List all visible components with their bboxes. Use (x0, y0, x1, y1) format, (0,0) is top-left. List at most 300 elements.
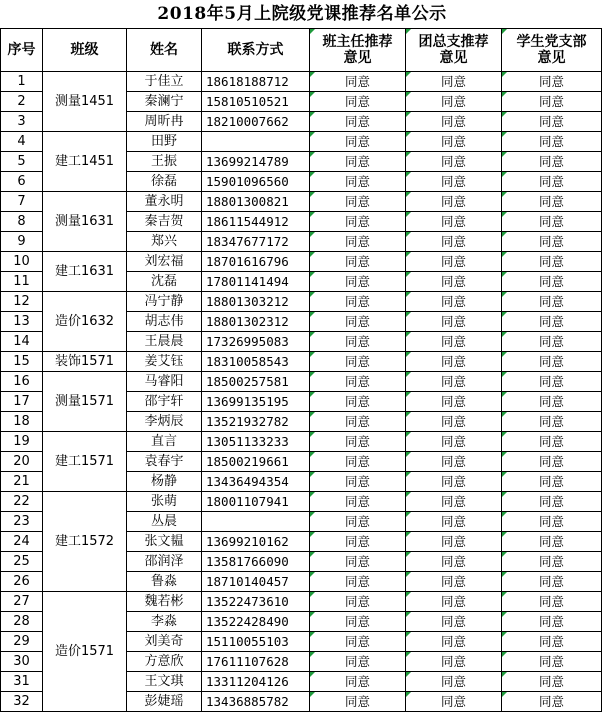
cell-branch-opinion[interactable] (406, 112, 502, 132)
cell-teacher-opinion[interactable] (310, 512, 406, 532)
cell-name[interactable]: 刘美奇 (127, 632, 202, 652)
comment-marker-icon (406, 452, 411, 457)
cell-index[interactable]: 10 (1, 252, 43, 272)
opinion-value: 同意 (344, 614, 370, 629)
cell-teacher-opinion[interactable] (310, 232, 406, 252)
comment-marker-icon (406, 252, 411, 257)
cell-branch-opinion[interactable] (406, 652, 502, 672)
comment-marker-icon (406, 332, 411, 337)
cell-teacher-opinion[interactable] (310, 352, 406, 372)
header-branch-opinion[interactable] (406, 29, 502, 72)
cell-party-opinion[interactable] (502, 192, 602, 212)
cell-teacher-opinion[interactable] (310, 392, 406, 412)
header-name[interactable]: 姓名 (127, 29, 202, 72)
comment-marker-icon (310, 72, 315, 77)
cell-index[interactable]: 26 (1, 572, 43, 592)
cell-phone[interactable] (202, 512, 310, 532)
comment-marker-icon (502, 352, 507, 357)
cell-branch-opinion[interactable] (406, 412, 502, 432)
opinion-value: 同意 (344, 194, 370, 209)
cell-branch-opinion[interactable] (406, 132, 502, 152)
cell-branch-opinion[interactable] (406, 332, 502, 352)
comment-marker-icon (502, 212, 507, 217)
cell-name[interactable]: 李炳辰 (127, 412, 202, 432)
cell-party-opinion[interactable] (502, 92, 602, 112)
opinion-value: 同意 (538, 374, 564, 389)
cell-index[interactable]: 14 (1, 332, 43, 352)
cell-party-opinion[interactable] (502, 612, 602, 632)
cell-phone[interactable]: 13521932782 (202, 412, 310, 432)
cell-index[interactable]: 11 (1, 272, 43, 292)
cell-teacher-opinion[interactable] (310, 112, 406, 132)
cell-branch-opinion[interactable] (406, 492, 502, 512)
cell-party-opinion[interactable] (502, 352, 602, 372)
cell-teacher-opinion[interactable] (310, 412, 406, 432)
cell-name[interactable]: 马睿阳 (127, 372, 202, 392)
cell-index[interactable]: 9 (1, 232, 43, 252)
cell-index[interactable]: 17 (1, 392, 43, 412)
cell-index[interactable]: 18 (1, 412, 43, 432)
cell-index[interactable]: 29 (1, 632, 43, 652)
table-row (1, 292, 602, 312)
cell-branch-opinion[interactable] (406, 392, 502, 412)
opinion-value: 同意 (538, 314, 564, 329)
cell-index[interactable]: 31 (1, 672, 43, 692)
opinion-value: 同意 (344, 314, 370, 329)
comment-marker-icon (502, 652, 507, 657)
opinion-value: 同意 (440, 454, 466, 469)
cell-phone[interactable]: 15901096560 (202, 172, 310, 192)
cell-teacher-opinion[interactable] (310, 152, 406, 172)
opinion-value: 同意 (440, 534, 466, 549)
comment-marker-icon (502, 292, 507, 297)
comment-marker-icon (310, 552, 315, 557)
cell-teacher-opinion[interactable] (310, 692, 406, 712)
cell-name[interactable]: 徐磊 (127, 172, 202, 192)
nominee-table (0, 28, 602, 712)
cell-teacher-opinion[interactable] (310, 472, 406, 492)
cell-index[interactable]: 30 (1, 652, 43, 672)
cell-phone[interactable]: 13522473610 (202, 592, 310, 612)
header-class[interactable]: 班级 (43, 29, 127, 72)
cell-phone[interactable]: 18310058543 (202, 352, 310, 372)
cell-party-opinion[interactable] (502, 112, 602, 132)
cell-teacher-opinion[interactable] (310, 252, 406, 272)
comment-marker-icon (310, 652, 315, 657)
cell-phone[interactable]: 13522428490 (202, 612, 310, 632)
opinion-value: 同意 (440, 654, 466, 669)
comment-marker-icon (310, 432, 315, 437)
comment-marker-icon (502, 512, 507, 517)
opinion-value: 同意 (344, 434, 370, 449)
cell-name[interactable]: 彭婕瑶 (127, 692, 202, 712)
cell-name[interactable]: 魏若彬 (127, 592, 202, 612)
cell-phone[interactable]: 17611107628 (202, 652, 310, 672)
cell-teacher-opinion[interactable] (310, 492, 406, 512)
cell-phone[interactable]: 13699214789 (202, 152, 310, 172)
opinion-value: 同意 (344, 234, 370, 249)
cell-teacher-opinion[interactable] (310, 612, 406, 632)
cell-index[interactable]: 23 (1, 512, 43, 532)
cell-index[interactable]: 27 (1, 592, 43, 612)
cell-party-opinion[interactable] (502, 152, 602, 172)
cell-teacher-opinion[interactable] (310, 452, 406, 472)
cell-name[interactable]: 邵润泽 (127, 552, 202, 572)
cell-party-opinion[interactable] (502, 212, 602, 232)
cell-party-opinion[interactable] (502, 272, 602, 292)
cell-index[interactable]: 32 (1, 692, 43, 712)
cell-teacher-opinion[interactable] (310, 552, 406, 572)
comment-marker-icon (406, 172, 411, 177)
cell-branch-opinion[interactable] (406, 72, 502, 92)
opinion-value: 同意 (440, 314, 466, 329)
cell-branch-opinion[interactable] (406, 192, 502, 212)
opinion-value: 同意 (538, 234, 564, 249)
header-party-opinion-line1: 学生党支部 (516, 34, 587, 50)
comment-marker-icon (502, 592, 507, 597)
cell-phone[interactable]: 18801303212 (202, 292, 310, 312)
comment-marker-icon (502, 552, 507, 557)
opinion-value: 同意 (344, 654, 370, 669)
cell-phone[interactable]: 13051133233 (202, 432, 310, 452)
comment-marker-icon (502, 172, 507, 177)
cell-phone[interactable]: 18618188712 (202, 72, 310, 92)
cell-party-opinion[interactable] (502, 492, 602, 512)
comment-marker-icon (310, 172, 315, 177)
cell-party-opinion[interactable] (502, 372, 602, 392)
cell-phone[interactable]: 13699135195 (202, 392, 310, 412)
cell-index[interactable]: 28 (1, 612, 43, 632)
cell-phone[interactable]: 18001107941 (202, 492, 310, 512)
opinion-value: 同意 (344, 414, 370, 429)
cell-name[interactable]: 鲁淼 (127, 572, 202, 592)
cell-branch-opinion[interactable] (406, 512, 502, 532)
header-teacher-opinion-line1: 班主任推荐 (322, 34, 393, 50)
cell-name[interactable]: 方意欣 (127, 652, 202, 672)
header-party-opinion[interactable] (502, 29, 602, 72)
cell-party-opinion[interactable] (502, 312, 602, 332)
cell-phone[interactable]: 13311204126 (202, 672, 310, 692)
cell-branch-opinion[interactable] (406, 552, 502, 572)
comment-marker-icon (406, 372, 411, 377)
comment-marker-icon (310, 512, 315, 517)
cell-teacher-opinion[interactable] (310, 92, 406, 112)
cell-phone[interactable]: 13436885782 (202, 692, 310, 712)
opinion-value: 同意 (538, 154, 564, 169)
cell-index[interactable]: 4 (1, 132, 43, 152)
cell-class[interactable]: 测量1451 (43, 72, 127, 132)
cell-party-opinion[interactable] (502, 652, 602, 672)
cell-branch-opinion[interactable] (406, 232, 502, 252)
opinion-value: 同意 (344, 514, 370, 529)
cell-branch-opinion[interactable] (406, 672, 502, 692)
cell-name[interactable]: 袁春宇 (127, 452, 202, 472)
cell-class[interactable]: 建工1572 (43, 492, 127, 592)
comment-marker-icon (406, 132, 411, 137)
comment-marker-icon (406, 672, 411, 677)
cell-phone[interactable] (202, 132, 310, 152)
cell-branch-opinion[interactable] (406, 572, 502, 592)
cell-branch-opinion[interactable] (406, 152, 502, 172)
cell-teacher-opinion[interactable] (310, 572, 406, 592)
cell-index[interactable]: 2 (1, 92, 43, 112)
cell-index[interactable]: 7 (1, 192, 43, 212)
cell-party-opinion[interactable] (502, 512, 602, 532)
opinion-value: 同意 (538, 194, 564, 209)
opinion-value: 同意 (344, 574, 370, 589)
cell-name[interactable]: 田野 (127, 132, 202, 152)
cell-party-opinion[interactable] (502, 672, 602, 692)
comment-marker-icon (310, 412, 315, 417)
cell-party-opinion[interactable] (502, 692, 602, 712)
comment-marker-icon (502, 492, 507, 497)
comment-marker-icon (502, 432, 507, 437)
cell-index[interactable]: 13 (1, 312, 43, 332)
cell-branch-opinion[interactable] (406, 292, 502, 312)
comment-marker-icon (406, 612, 411, 617)
cell-index[interactable]: 15 (1, 352, 43, 372)
table-row (1, 252, 602, 272)
cell-phone[interactable]: 18347677172 (202, 232, 310, 252)
cell-index[interactable]: 8 (1, 212, 43, 232)
opinion-value: 同意 (440, 274, 466, 289)
comment-marker-icon (502, 672, 507, 677)
cell-name[interactable]: 李淼 (127, 612, 202, 632)
opinion-value: 同意 (344, 154, 370, 169)
cell-teacher-opinion[interactable] (310, 172, 406, 192)
cell-index[interactable]: 5 (1, 152, 43, 172)
cell-teacher-opinion[interactable] (310, 272, 406, 292)
cell-name[interactable]: 冯宁静 (127, 292, 202, 312)
cell-branch-opinion[interactable] (406, 312, 502, 332)
cell-teacher-opinion[interactable] (310, 292, 406, 312)
cell-index[interactable]: 3 (1, 112, 43, 132)
opinion-value: 同意 (344, 74, 370, 89)
cell-index[interactable]: 20 (1, 452, 43, 472)
table-row (1, 192, 602, 212)
cell-name[interactable]: 郑兴 (127, 232, 202, 252)
comment-marker-icon (310, 232, 315, 237)
cell-party-opinion[interactable] (502, 232, 602, 252)
comment-marker-icon (310, 632, 315, 637)
table-row (1, 132, 602, 152)
cell-name[interactable]: 姜艾钰 (127, 352, 202, 372)
cell-index[interactable]: 16 (1, 372, 43, 392)
cell-phone[interactable]: 18801300821 (202, 192, 310, 212)
comment-marker-icon (502, 152, 507, 157)
cell-phone[interactable]: 15110055103 (202, 632, 310, 652)
cell-branch-opinion[interactable] (406, 272, 502, 292)
opinion-value: 同意 (440, 474, 466, 489)
cell-teacher-opinion[interactable] (310, 672, 406, 692)
comment-marker-icon (406, 292, 411, 297)
opinion-value: 同意 (538, 294, 564, 309)
cell-phone[interactable]: 18701616796 (202, 252, 310, 272)
cell-party-opinion[interactable] (502, 332, 602, 352)
cell-class[interactable]: 装饰1571 (43, 352, 127, 372)
cell-party-opinion[interactable] (502, 572, 602, 592)
comment-marker-icon (310, 332, 315, 337)
cell-phone[interactable]: 18801302312 (202, 312, 310, 332)
comment-marker-icon (406, 312, 411, 317)
cell-phone[interactable]: 13699210162 (202, 532, 310, 552)
opinion-value: 同意 (440, 74, 466, 89)
cell-party-opinion[interactable] (502, 452, 602, 472)
opinion-value: 同意 (344, 174, 370, 189)
opinion-value: 同意 (440, 494, 466, 509)
opinion-value: 同意 (440, 334, 466, 349)
comment-marker-icon (502, 232, 507, 237)
cell-branch-opinion[interactable] (406, 372, 502, 392)
cell-index[interactable]: 24 (1, 532, 43, 552)
cell-party-opinion[interactable] (502, 472, 602, 492)
cell-party-opinion[interactable] (502, 412, 602, 432)
comment-marker-icon (310, 492, 315, 497)
cell-party-opinion[interactable] (502, 252, 602, 272)
opinion-value: 同意 (344, 554, 370, 569)
cell-class[interactable]: 造价1632 (43, 292, 127, 352)
cell-teacher-opinion[interactable] (310, 592, 406, 612)
cell-name[interactable]: 于佳立 (127, 72, 202, 92)
cell-branch-opinion[interactable] (406, 692, 502, 712)
cell-party-opinion[interactable] (502, 292, 602, 312)
cell-class[interactable]: 建工1571 (43, 432, 127, 492)
cell-teacher-opinion[interactable] (310, 312, 406, 332)
cell-branch-opinion[interactable] (406, 252, 502, 272)
cell-phone[interactable]: 17801141494 (202, 272, 310, 292)
cell-class[interactable]: 建工1451 (43, 132, 127, 192)
cell-teacher-opinion[interactable] (310, 192, 406, 212)
cell-name[interactable]: 杨静 (127, 472, 202, 492)
cell-index[interactable]: 25 (1, 552, 43, 572)
cell-branch-opinion[interactable] (406, 352, 502, 372)
cell-name[interactable]: 直言 (127, 432, 202, 452)
cell-name[interactable]: 沈磊 (127, 272, 202, 292)
cell-branch-opinion[interactable] (406, 612, 502, 632)
cell-phone[interactable]: 18611544912 (202, 212, 310, 232)
cell-name[interactable]: 秦澜宁 (127, 92, 202, 112)
cell-index[interactable]: 21 (1, 472, 43, 492)
cell-name[interactable]: 董永明 (127, 192, 202, 212)
comment-marker-icon (310, 452, 315, 457)
cell-name[interactable]: 张文韫 (127, 532, 202, 552)
cell-phone[interactable]: 18500219661 (202, 452, 310, 472)
cell-party-opinion[interactable] (502, 532, 602, 552)
cell-name[interactable]: 周昕冉 (127, 112, 202, 132)
cell-name[interactable]: 张萌 (127, 492, 202, 512)
cell-name[interactable]: 秦吉贺 (127, 212, 202, 232)
cell-phone[interactable]: 13581766090 (202, 552, 310, 572)
cell-party-opinion[interactable] (502, 72, 602, 92)
cell-phone[interactable]: 15810510521 (202, 92, 310, 112)
cell-branch-opinion[interactable] (406, 592, 502, 612)
cell-teacher-opinion[interactable] (310, 212, 406, 232)
cell-teacher-opinion[interactable] (310, 632, 406, 652)
comment-marker-icon (502, 452, 507, 457)
cell-name[interactable]: 王文琪 (127, 672, 202, 692)
comment-marker-icon (502, 252, 507, 257)
cell-name[interactable]: 刘宏福 (127, 252, 202, 272)
comment-marker-icon (406, 652, 411, 657)
cell-class[interactable]: 测量1571 (43, 372, 127, 432)
opinion-value: 同意 (538, 514, 564, 529)
cell-index[interactable]: 19 (1, 432, 43, 452)
cell-phone[interactable]: 18710140457 (202, 572, 310, 592)
opinion-value: 同意 (538, 534, 564, 549)
cell-index[interactable]: 6 (1, 172, 43, 192)
cell-party-opinion[interactable] (502, 132, 602, 152)
opinion-value: 同意 (440, 214, 466, 229)
cell-name[interactable]: 王振 (127, 152, 202, 172)
opinion-value: 同意 (440, 514, 466, 529)
cell-branch-opinion[interactable] (406, 472, 502, 492)
cell-branch-opinion[interactable] (406, 632, 502, 652)
cell-index[interactable]: 1 (1, 72, 43, 92)
cell-class[interactable]: 建工1631 (43, 252, 127, 292)
table-body (1, 72, 602, 712)
cell-index[interactable]: 12 (1, 292, 43, 312)
cell-branch-opinion[interactable] (406, 452, 502, 472)
cell-teacher-opinion[interactable] (310, 372, 406, 392)
header-teacher-opinion[interactable] (310, 29, 406, 72)
cell-teacher-opinion[interactable] (310, 532, 406, 552)
opinion-value: 同意 (344, 694, 370, 709)
opinion-value: 同意 (538, 114, 564, 129)
cell-branch-opinion[interactable] (406, 92, 502, 112)
cell-party-opinion[interactable] (502, 592, 602, 612)
comment-marker-icon (406, 692, 411, 697)
cell-class[interactable]: 测量1631 (43, 192, 127, 252)
cell-branch-opinion[interactable] (406, 432, 502, 452)
cell-party-opinion[interactable] (502, 632, 602, 652)
opinion-value: 同意 (538, 334, 564, 349)
cell-teacher-opinion[interactable] (310, 432, 406, 452)
cell-branch-opinion[interactable] (406, 212, 502, 232)
cell-teacher-opinion[interactable] (310, 72, 406, 92)
cell-party-opinion[interactable] (502, 392, 602, 412)
comment-marker-icon (310, 472, 315, 477)
cell-name[interactable]: 邵宇轩 (127, 392, 202, 412)
opinion-value: 同意 (538, 454, 564, 469)
opinion-value: 同意 (440, 634, 466, 649)
cell-party-opinion[interactable] (502, 552, 602, 572)
cell-party-opinion[interactable] (502, 172, 602, 192)
opinion-value: 同意 (538, 634, 564, 649)
header-index[interactable]: 序号 (1, 29, 43, 72)
header-contact[interactable]: 联系方式 (202, 29, 310, 72)
cell-class[interactable]: 造价1571 (43, 592, 127, 712)
opinion-value: 同意 (440, 434, 466, 449)
cell-branch-opinion[interactable] (406, 532, 502, 552)
comment-marker-icon (502, 632, 507, 637)
cell-party-opinion[interactable] (502, 432, 602, 452)
cell-phone[interactable]: 18210007662 (202, 112, 310, 132)
cell-teacher-opinion[interactable] (310, 132, 406, 152)
cell-name[interactable]: 丛晨 (127, 512, 202, 532)
opinion-value: 同意 (538, 574, 564, 589)
cell-phone[interactable]: 17326995083 (202, 332, 310, 352)
cell-index[interactable]: 22 (1, 492, 43, 512)
cell-name[interactable]: 胡志伟 (127, 312, 202, 332)
comment-marker-icon (310, 312, 315, 317)
cell-teacher-opinion[interactable] (310, 332, 406, 352)
cell-phone[interactable]: 18500257581 (202, 372, 310, 392)
cell-phone[interactable]: 13436494354 (202, 472, 310, 492)
cell-name[interactable]: 王晨晨 (127, 332, 202, 352)
cell-teacher-opinion[interactable] (310, 652, 406, 672)
cell-branch-opinion[interactable] (406, 172, 502, 192)
opinion-value: 同意 (538, 614, 564, 629)
